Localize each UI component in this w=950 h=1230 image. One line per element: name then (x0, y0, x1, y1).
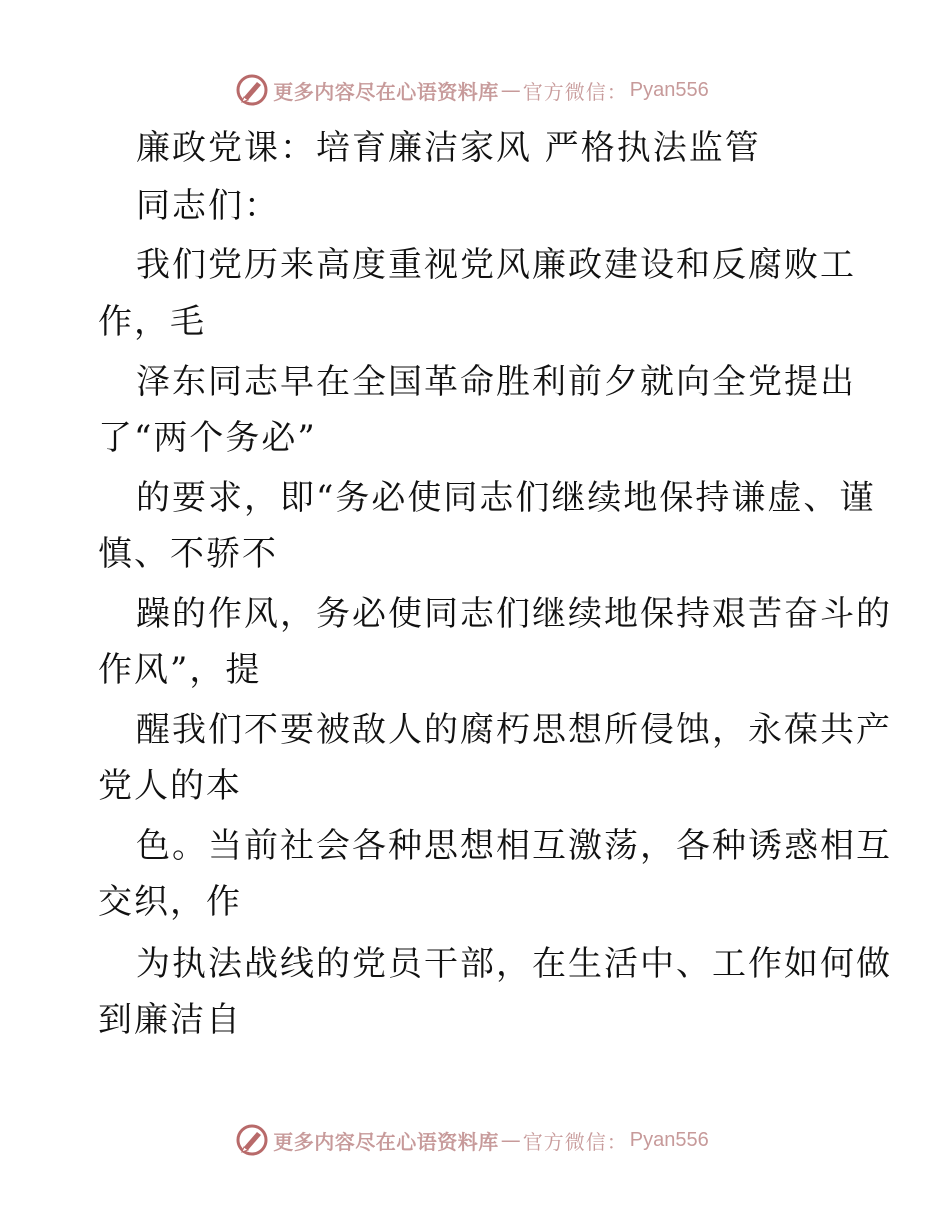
paragraph-line: 为执法战线的党员干部，在生活中、工作如何做 (136, 944, 892, 984)
salutation: 同志们： (136, 186, 280, 226)
paragraph-line: 到廉洁自 (98, 1000, 242, 1040)
pen-circle-logo-icon (235, 1123, 269, 1157)
watermark-sub-text: 官方微信： (522, 79, 628, 104)
paragraph-line: 慎、不骄不 (98, 534, 278, 574)
watermark-sub-text: 官方微信： (522, 1129, 628, 1154)
paragraph-line: 交织，作 (98, 882, 242, 922)
pen-circle-logo-icon (235, 73, 269, 107)
watermark-id-text: Pyan556 (629, 1128, 709, 1151)
footer-watermark-banner (0, 1120, 950, 1160)
paragraph-line: 躁的作风，务必使同志们继续地保持艰苦奋斗的 (136, 594, 892, 634)
paragraph-line: 泽东同志早在全国革命胜利前夕就向全党提出 (136, 362, 856, 402)
watermark-id-text: Pyan556 (629, 78, 709, 101)
watermark-dash: — (500, 1128, 521, 1152)
paragraph-line: 了“两个务必” (98, 418, 317, 458)
paragraph-line: 醒我们不要被敌人的腐朽思想所侵蚀，永葆共产 (136, 710, 892, 750)
document-title: 廉政党课：培育廉洁家风 严格执法监管 (136, 128, 761, 168)
header-watermark-banner (0, 70, 950, 110)
watermark-main-text: 更多内容尽在心语资料库 (273, 1129, 499, 1154)
paragraph-line: 党人的本 (98, 766, 242, 806)
paragraph-line: 作风”，提 (98, 650, 262, 690)
paragraph-line: 作，毛 (98, 302, 206, 342)
paragraph-line: 我们党历来高度重视党风廉政建设和反腐败工 (136, 245, 856, 285)
watermark-main-text: 更多内容尽在心语资料库 (273, 79, 499, 104)
paragraph-line: 的要求，即“务必使同志们继续地保持谦虚、谨 (136, 478, 876, 518)
watermark-dash: — (500, 78, 521, 102)
paragraph-line: 色。当前社会各种思想相互激荡，各种诱惑相互 (136, 826, 892, 866)
